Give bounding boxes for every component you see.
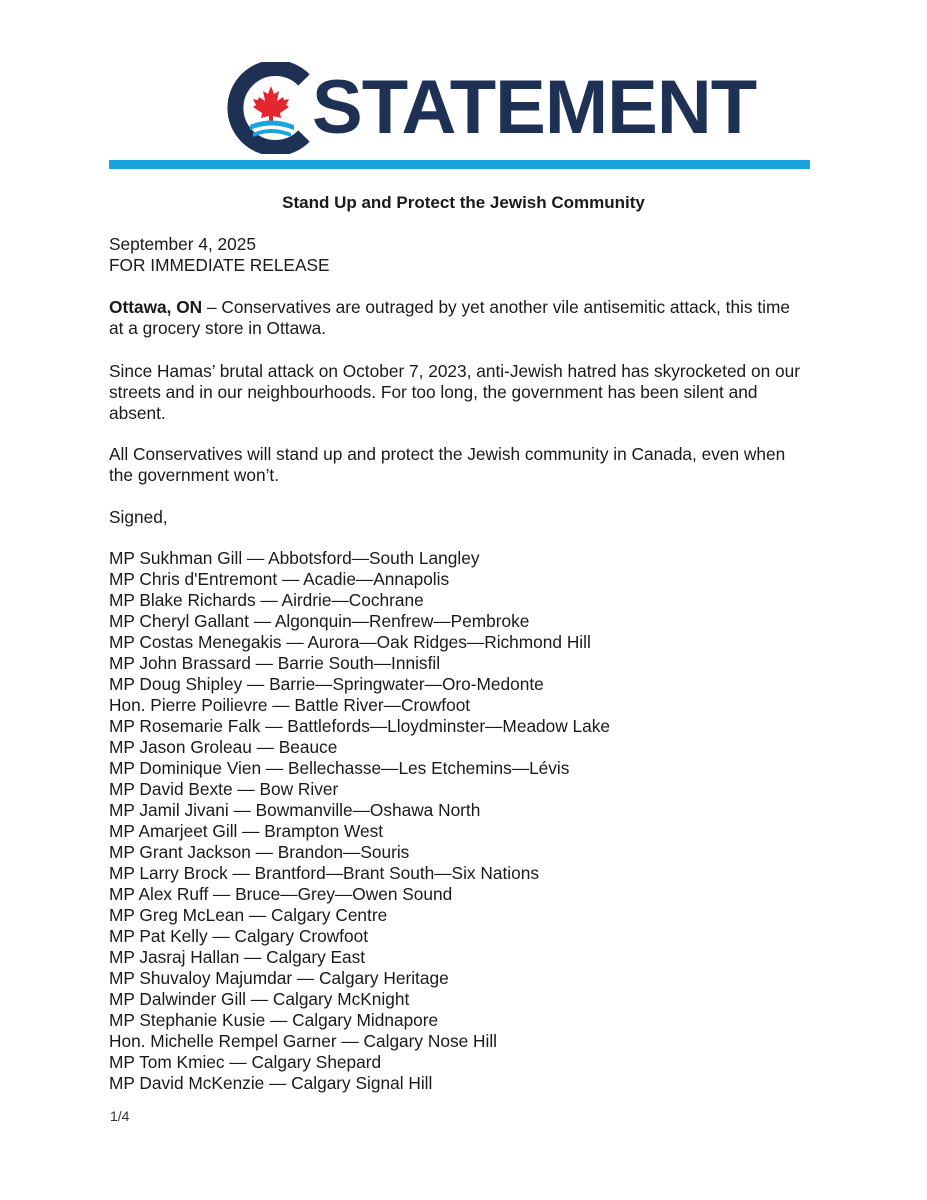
signer-item: MP Shuvaloy Majumdar — Calgary Heritage: [109, 968, 449, 988]
signer-item: MP Cheryl Gallant — Algonquin—Renfrew—Pembroke: [109, 611, 530, 631]
signer-item: MP Jamil Jivani — Bowmanville—Oshawa North: [109, 800, 481, 820]
paragraph-3: All Conservatives will stand up and protect the Jewish community in Canada, even when the government won’t.: [109, 444, 786, 485]
signer-item: Hon. Michelle Rempel Garner — Calgary Nose Hill: [109, 1031, 498, 1051]
release-meta: [109, 234, 809, 276]
signer-list: [109, 548, 809, 1094]
conservative-c-logo-icon: [226, 62, 316, 154]
signer-item: Hon. Pierre Poilievre — Battle River—Crowfoot: [109, 695, 471, 715]
signed-label: Signed,: [109, 507, 168, 527]
signer-item: MP Sukhman Gill — Abbotsford—South Langley: [109, 548, 480, 568]
signer-item: MP Jason Groleau — Beauce: [109, 737, 338, 757]
signer-item: MP David Bexte — Bow River: [109, 779, 339, 799]
page-number: 1/4: [110, 1108, 130, 1124]
statement-title: Stand Up and Protect the Jewish Community: [282, 193, 645, 212]
release-date: September 4, 2025: [109, 234, 256, 254]
signer-item: MP Amarjeet Gill — Brampton West: [109, 821, 384, 841]
signer-item: MP Stephanie Kusie — Calgary Midnapore: [109, 1010, 439, 1030]
signer-item: MP Dominique Vien — Bellechasse—Les Etchemins—Lévis: [109, 758, 570, 778]
signer-item: MP Tom Kmiec — Calgary Shepard: [109, 1052, 382, 1072]
signer-item: MP John Brassard — Barrie South—Innisfil: [109, 653, 441, 673]
signer-item: MP Doug Shipley — Barrie—Springwater—Oro-Medonte: [109, 674, 544, 694]
signer-item: MP Blake Richards — Airdrie—Cochrane: [109, 590, 424, 610]
signer-item: MP Chris d'Entremont — Acadie—Annapolis: [109, 569, 450, 589]
signer-item: MP Jasraj Hallan — Calgary East: [109, 947, 366, 967]
signer-item: MP Pat Kelly — Calgary Crowfoot: [109, 926, 368, 946]
paragraph-1: [109, 297, 809, 339]
header-rule: [109, 160, 810, 169]
statement-wordmark: STATEMENT: [312, 65, 757, 150]
signer-item: MP Rosemarie Falk — Battlefords—Lloydminster—Meadow Lake: [109, 716, 611, 736]
signer-item: MP Alex Ruff — Bruce—Grey—Owen Sound: [109, 884, 453, 904]
signer-item: MP Costas Menegakis — Aurora—Oak Ridges—Richmond Hill: [109, 632, 591, 652]
signer-item: MP Dalwinder Gill — Calgary McKnight: [109, 989, 410, 1009]
paragraph-1-text: – Conservatives are outraged by yet another vile antisemitic attack, this time at a grocery store in Ottawa.: [109, 297, 790, 338]
signer-item: MP Larry Brock — Brantford—Brant South—Six Nations: [109, 863, 539, 883]
signer-item: MP Grant Jackson — Brandon—Souris: [109, 842, 410, 862]
dateline-location: Ottawa, ON: [109, 297, 203, 317]
signer-item: MP David McKenzie — Calgary Signal Hill: [109, 1073, 433, 1093]
signer-item: MP Greg McLean — Calgary Centre: [109, 905, 388, 925]
release-status: FOR IMMEDIATE RELEASE: [109, 255, 330, 275]
paragraph-2: Since Hamas’ brutal attack on October 7, 2023, anti-Jewish hatred has skyrocketed on our streets and in our neighbourhoods. For too long, the government has been silent and absent.: [109, 361, 800, 423]
